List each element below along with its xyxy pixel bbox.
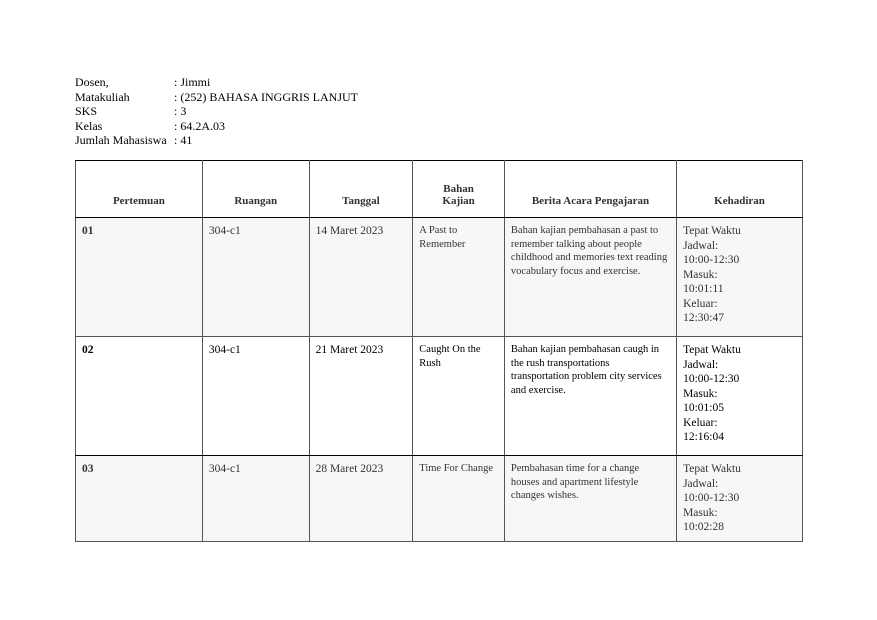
cell-berita: Bahan kajian pembahasan a past to remember talking about people childhood and memories text reading vocabulary focus and exercise. [504, 218, 676, 337]
info-row-kelas [75, 119, 358, 134]
cell-pertemuan: 01 [76, 218, 203, 337]
header-kehadiran: Kehadiran [677, 161, 803, 218]
kehadiran-line: 10:00-12:30 [683, 373, 740, 385]
cell-tanggal: 21 Maret 2023 [309, 337, 413, 456]
header-pertemuan: Pertemuan [76, 161, 203, 218]
cell-kehadiran [677, 218, 803, 337]
cell-berita: Bahan kajian pembahasan caugh in the rush transportations transportation problem city services and exercise. [504, 337, 676, 456]
kehadiran-line: Keluar: [683, 297, 718, 310]
header-tanggal: Tanggal [309, 161, 413, 218]
cell-ruangan: 304-c1 [202, 337, 309, 456]
cell-bahan: Caught On the Rush [413, 337, 505, 456]
info-row-dosen [75, 75, 358, 90]
header-ruangan: Ruangan [202, 161, 309, 218]
jumlah-label: Jumlah Mahasiswa [75, 133, 167, 147]
kehadiran-line: Tepat Waktu [683, 344, 741, 356]
cell-pertemuan: 02 [76, 337, 203, 456]
header-bahan-line2: Kajian [442, 195, 475, 207]
cell-tanggal: 28 Maret 2023 [309, 456, 413, 542]
kehadiran-line: Jadwal: [683, 358, 719, 371]
cell-berita: Pembahasan time for a change houses and apartment lifestyle changes wishes. [504, 456, 676, 542]
matakuliah-value: : (252) BAHASA INGGRIS LANJUT [174, 89, 359, 104]
dosen-label: Dosen, [75, 75, 109, 89]
info-row-jumlah [75, 133, 358, 148]
kehadiran-line: 12:30:47 [683, 312, 724, 324]
info-row-sks [75, 104, 358, 119]
kehadiran-line: Tepat Waktu [683, 225, 741, 237]
kehadiran-line: Keluar: [683, 416, 718, 429]
cell-kehadiran [677, 456, 803, 542]
kehadiran-line: 12:16:04 [683, 431, 724, 443]
kehadiran-line: Tepat Waktu [683, 463, 741, 475]
cell-kehadiran [677, 337, 803, 456]
kehadiran-line: 10:00-12:30 [683, 492, 740, 504]
kehadiran-line: 10:02:28 [683, 521, 724, 533]
kelas-label: Kelas [75, 118, 103, 133]
cell-pertemuan: 03 [76, 456, 203, 542]
cell-ruangan: 304-c1 [202, 456, 309, 542]
jumlah-value: : 41 [174, 133, 193, 147]
sks-value: : 3 [174, 104, 187, 118]
kehadiran-line: Masuk: [683, 268, 718, 281]
attendance-table [75, 160, 803, 542]
cell-ruangan: 304-c1 [202, 218, 309, 337]
table-row [76, 218, 803, 337]
header-bahan-kajian [413, 161, 505, 218]
kehadiran-line: 10:01:11 [683, 283, 724, 295]
header-berita-acara: Berita Acara Pengajaran [504, 161, 676, 218]
cell-bahan: A Past to Remember [413, 218, 505, 337]
matakuliah-label: Matakuliah [75, 89, 130, 104]
kehadiran-line: Masuk: [683, 387, 718, 400]
sks-label: SKS [75, 104, 98, 118]
kelas-value: : 64.2A.03 [174, 118, 225, 133]
kehadiran-line: Masuk: [683, 506, 718, 519]
info-row-matakuliah [75, 90, 358, 105]
kehadiran-line: Jadwal: [683, 239, 719, 252]
cell-bahan: Time For Change [413, 456, 505, 542]
table-header-row [76, 161, 803, 218]
cell-tanggal: 14 Maret 2023 [309, 218, 413, 337]
kehadiran-line: 10:01:05 [683, 402, 724, 414]
attendance-table-wrapper [75, 160, 803, 542]
table-row [76, 456, 803, 542]
kehadiran-line: Jadwal: [683, 477, 719, 490]
table-row [76, 337, 803, 456]
header-bahan-line1: Bahan [443, 183, 474, 195]
dosen-value: : Jimmi [174, 75, 211, 89]
kehadiran-line: 10:00-12:30 [683, 254, 740, 266]
course-info [75, 75, 358, 148]
